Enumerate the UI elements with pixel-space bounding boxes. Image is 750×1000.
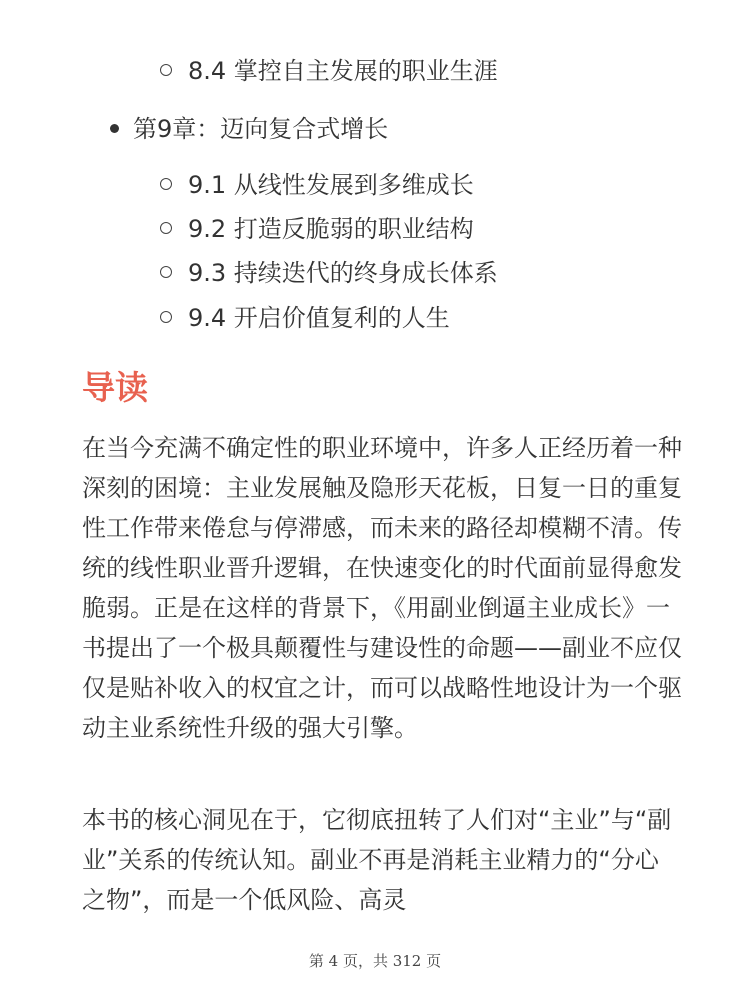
toc-chapter-label: 第9章：迈向复合式增长 bbox=[133, 115, 389, 143]
toc-item-label: 8.4 掌控自主发展的职业生涯 bbox=[188, 57, 498, 85]
hollow-bullet-icon bbox=[160, 64, 172, 76]
hollow-bullet-icon bbox=[160, 311, 172, 323]
page-footer: 第 4 页，共 312 页 bbox=[308, 952, 442, 970]
toc-item-8-4[interactable] bbox=[160, 55, 498, 87]
filled-bullet-icon bbox=[110, 124, 119, 133]
toc-item-9-1[interactable] bbox=[160, 169, 474, 201]
hollow-bullet-icon bbox=[160, 266, 172, 278]
intro-paragraph-1: 在当今充满不确定性的职业环境中，许多人正经历着一种深刻的困境：主业发展触及隐形天花板，日复一日的重复性工作带来倦怠与停滞感，而未来的路径却模糊不清。传统的线性职业晋升逻辑，在快速变化的时代面前显得愈发脆弱。正是在这样的背景下，《用副业倒逼主业成长》一书提出了一个极具颠覆性与建设性的命题——副业不应仅仅是贴补收入的权宜之计，而可以战略性地设计为一个驱动主业系统性升级的强大引擎。 bbox=[82, 434, 682, 742]
hollow-bullet-icon bbox=[160, 222, 172, 234]
toc-item-9-2[interactable] bbox=[160, 213, 474, 245]
intro-paragraph-2: 本书的核心洞见在于，它彻底扭转了人们对“主业”与“副业”关系的传统认知。副业不再是消耗主业精力的“分心之物”，而是一个低风险、高灵 bbox=[82, 806, 672, 914]
toc-item-9-3[interactable] bbox=[160, 257, 498, 289]
section-heading: 导读 bbox=[82, 368, 148, 407]
hollow-bullet-icon bbox=[160, 178, 172, 190]
toc-item-9-4[interactable] bbox=[160, 302, 450, 334]
toc-item-label: 9.4 开启价值复利的人生 bbox=[188, 304, 450, 332]
toc-item-label: 9.1 从线性发展到多维成长 bbox=[188, 171, 474, 199]
toc-item-label: 9.2 打造反脆弱的职业结构 bbox=[188, 215, 474, 243]
toc-item-label: 9.3 持续迭代的终身成长体系 bbox=[188, 259, 498, 287]
toc-chapter-9[interactable] bbox=[110, 113, 388, 145]
